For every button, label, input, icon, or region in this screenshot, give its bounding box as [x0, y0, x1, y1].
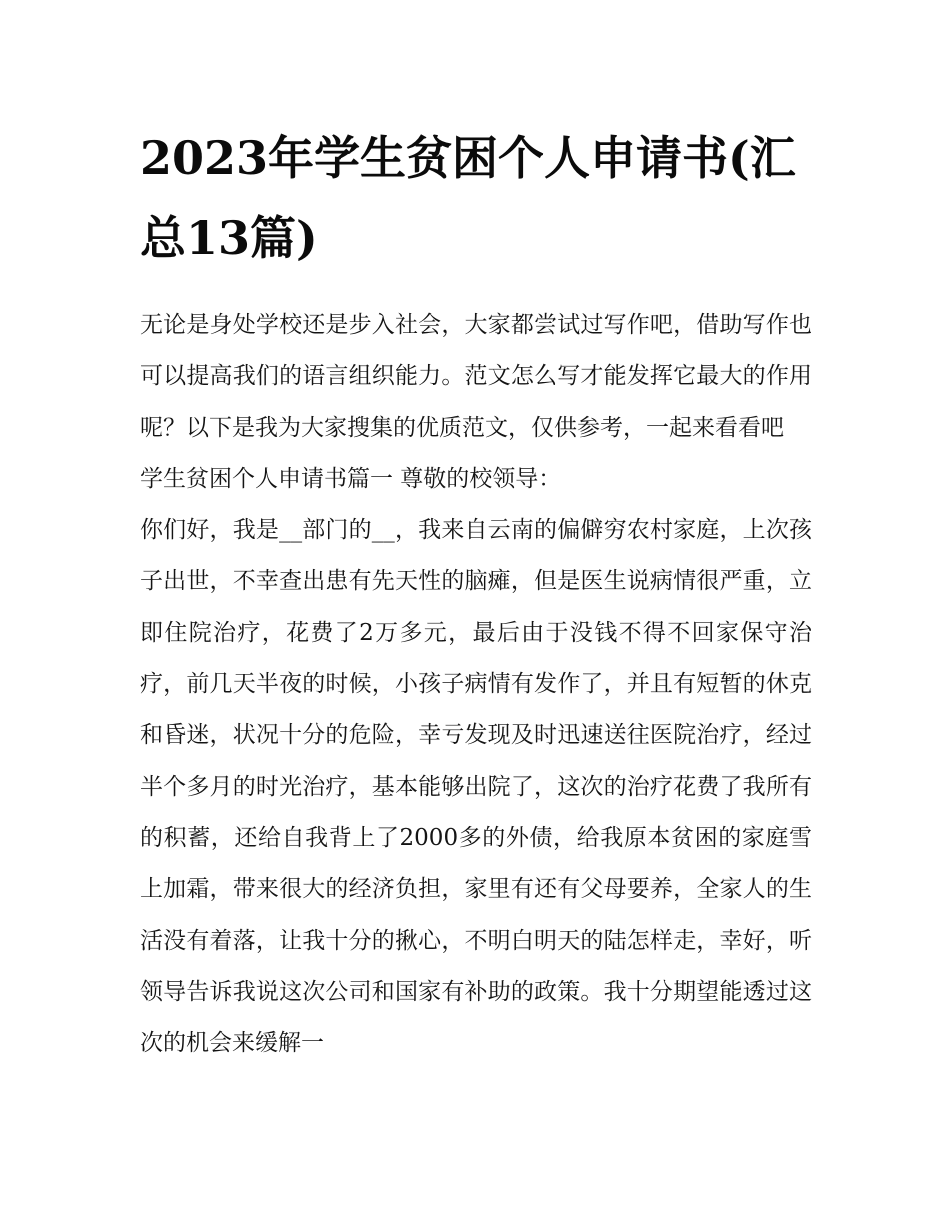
document-title: 2023年学生贫困个人申请书(汇总13篇)	[140, 131, 796, 265]
intro-paragraph: 无论是身处学校还是步入社会，大家都尝试过写作吧，借助写作也可以提高我们的语言组织能力。范文怎么写才能发挥它最大的作用呢？以下是我为大家搜集的优质范文，仅供参考，一起来看看吧	[140, 312, 812, 441]
letter-body-paragraph: 你们好，我是__部门的__，我来自云南的偏僻穷农村家庭，上次孩子出世，不幸查出患有先天性的脑瘫，但是医生说病情很严重，立即住院治疗，花费了2万多元，最后由于没钱不得不回家保守治疗，前几天半夜的时候，小孩子病情有发作了，并且有短暂的休克和昏迷，状况十分的危险，幸亏发现及时迅速送往医院治疗，经过半个多月的时光治疗，基本能够出院了，这次的治疗花费了我所有的积蓄，还给自我背上了2000多的外债，给我原本贫困的家庭雪上加霜，带来很大的经济负担，家里有还有父母要养，全家人的生活没有着落，让我十分的揪心，不明白明天的陆怎样走，幸好，听领导告诉我说这次公司和国家有补助的政策。我十分期望能透过这次的机会来缓解一	[140, 517, 812, 1057]
document-page	[140, 118, 812, 1069]
document-body	[140, 300, 812, 1069]
section-heading-paragraph: 学生贫困个人申请书篇一 尊敬的校领导：	[140, 465, 562, 492]
